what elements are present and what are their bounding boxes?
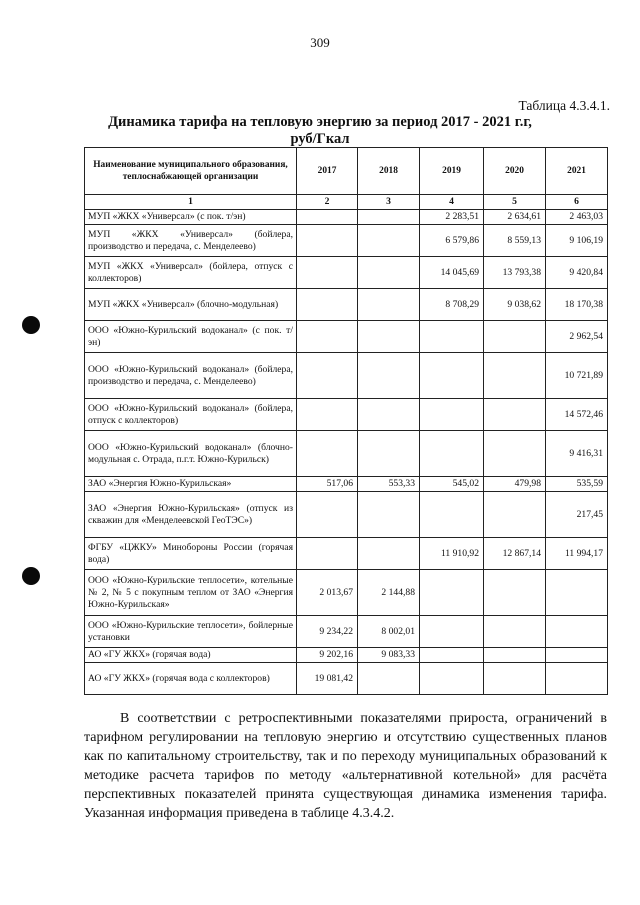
- tariff-2018: [358, 538, 420, 570]
- tariff-table: [84, 147, 608, 695]
- tariff-2017: [297, 399, 358, 431]
- tariff-2019: [420, 353, 484, 399]
- table-row: [85, 289, 608, 321]
- organization-name: ООО «Южно-Курильский водоканал» (с пок. т/эн): [85, 321, 297, 353]
- tariff-2020: 9 038,62: [484, 289, 546, 321]
- tariff-2021: 11 994,17: [546, 538, 608, 570]
- tariff-2019: 14 045,69: [420, 257, 484, 289]
- tariff-2021: 10 721,89: [546, 353, 608, 399]
- table-title: Динамика тарифа на тепловую энергию за период 2017 - 2021 г.г, руб/Гкал: [108, 114, 532, 147]
- tariff-2021: [546, 663, 608, 695]
- tariff-2021: 14 572,46: [546, 399, 608, 431]
- tariff-2018: [358, 321, 420, 353]
- tariff-2020: 479,98: [484, 477, 546, 492]
- tariff-2017: [297, 538, 358, 570]
- tariff-2019: 545,02: [420, 477, 484, 492]
- tariff-2019: 8 708,29: [420, 289, 484, 321]
- tariff-2017: [297, 431, 358, 477]
- column-number: 3: [358, 195, 420, 210]
- tariff-2017: [297, 257, 358, 289]
- header-2020: 2020: [484, 148, 546, 195]
- tariff-2019: [420, 648, 484, 663]
- tariff-2018: [358, 492, 420, 538]
- header-2018: 2018: [358, 148, 420, 195]
- tariff-2020: [484, 321, 546, 353]
- tariff-2018: 8 002,01: [358, 616, 420, 648]
- table-row: [85, 616, 608, 648]
- tariff-2018: [358, 257, 420, 289]
- tariff-2020: [484, 353, 546, 399]
- tariff-2017: [297, 492, 358, 538]
- tariff-2020: 8 559,13: [484, 225, 546, 257]
- tariff-2019: [420, 399, 484, 431]
- organization-name: МУП «ЖКХ «Универсал» (бойлера, производство и передача, с. Менделеево): [85, 225, 297, 257]
- tariff-2018: [358, 399, 420, 431]
- organization-name: ООО «Южно-Курильский водоканал» (блочно-модульная с. Отрада, п.г.т. Южно-Курильск): [85, 431, 297, 477]
- organization-name: ООО «Южно-Курильский водоканал» (бойлера, отпуск с коллекторов): [85, 399, 297, 431]
- tariff-2017: [297, 225, 358, 257]
- table-row: [85, 225, 608, 257]
- tariff-2020: 13 793,38: [484, 257, 546, 289]
- table-row: [85, 570, 608, 616]
- table-row: [85, 431, 608, 477]
- tariff-2017: 517,06: [297, 477, 358, 492]
- organization-name: ФГБУ «ЦЖКУ» Минобороны России (горячая вода): [85, 538, 297, 570]
- table-row: [85, 538, 608, 570]
- tariff-2020: [484, 399, 546, 431]
- tariff-2017: 9 234,22: [297, 616, 358, 648]
- organization-name: МУП «ЖКХ «Универсал» (бойлера, отпуск с коллекторов): [85, 257, 297, 289]
- table-row: [85, 492, 608, 538]
- tariff-2020: 2 634,61: [484, 210, 546, 225]
- tariff-2019: [420, 616, 484, 648]
- column-number: 5: [484, 195, 546, 210]
- organization-name: ООО «Южно-Курильские теплосети», бойлерные установки: [85, 616, 297, 648]
- tariff-2021: 9 416,31: [546, 431, 608, 477]
- header-organization: Наименование муниципального образования, теплоснабжающей организации: [85, 148, 297, 195]
- tariff-2020: [484, 648, 546, 663]
- organization-name: ООО «Южно-Курильские теплосети», котельные № 2, № 5 с покупным теплом от ЗАО «Энергия Южно-Курильская»: [85, 570, 297, 616]
- tariff-2021: [546, 616, 608, 648]
- header-2019: 2019: [420, 148, 484, 195]
- tariff-2018: [358, 663, 420, 695]
- tariff-2017: 19 081,42: [297, 663, 358, 695]
- tariff-2021: 2 463,03: [546, 210, 608, 225]
- tariff-2019: 11 910,92: [420, 538, 484, 570]
- tariff-2017: [297, 289, 358, 321]
- header-2017: 2017: [297, 148, 358, 195]
- tariff-2018: [358, 353, 420, 399]
- column-number: 2: [297, 195, 358, 210]
- organization-name: ООО «Южно-Курильский водоканал» (бойлера, производство и передача, с. Менделеево): [85, 353, 297, 399]
- tariff-2018: [358, 225, 420, 257]
- tariff-2017: 9 202,16: [297, 648, 358, 663]
- tariff-2018: 553,33: [358, 477, 420, 492]
- table-header-row: [85, 148, 608, 195]
- tariff-2019: 6 579,86: [420, 225, 484, 257]
- tariff-2021: 2 962,54: [546, 321, 608, 353]
- organization-name: МУП «ЖКХ «Универсал» (блочно-модульная): [85, 289, 297, 321]
- tariff-2020: 12 867,14: [484, 538, 546, 570]
- table-row: [85, 663, 608, 695]
- tariff-2021: 18 170,38: [546, 289, 608, 321]
- tariff-2018: 2 144,88: [358, 570, 420, 616]
- punch-hole-icon: [22, 567, 40, 585]
- column-number: 6: [546, 195, 608, 210]
- tariff-2020: [484, 616, 546, 648]
- column-number: 4: [420, 195, 484, 210]
- table-row: [85, 257, 608, 289]
- tariff-2020: [484, 431, 546, 477]
- table-row: [85, 399, 608, 431]
- table-row: [85, 648, 608, 663]
- tariff-2017: [297, 321, 358, 353]
- tariff-2017: [297, 353, 358, 399]
- organization-name: АО «ГУ ЖКХ» (горячая вода): [85, 648, 297, 663]
- tariff-2021: 535,59: [546, 477, 608, 492]
- tariff-2018: 9 083,33: [358, 648, 420, 663]
- punch-hole-icon: [22, 316, 40, 334]
- table-row: [85, 353, 608, 399]
- tariff-2019: [420, 492, 484, 538]
- column-number: 1: [85, 195, 297, 210]
- header-2021: 2021: [546, 148, 608, 195]
- tariff-2019: [420, 321, 484, 353]
- tariff-2021: 217,45: [546, 492, 608, 538]
- tariff-2019: 2 283,51: [420, 210, 484, 225]
- organization-name: МУП «ЖКХ «Универсал» (с пок. т/эн): [85, 210, 297, 225]
- tariff-2019: [420, 663, 484, 695]
- tariff-2020: [484, 492, 546, 538]
- tariff-2021: 9 106,19: [546, 225, 608, 257]
- page-number: 309: [310, 35, 330, 50]
- organization-name: ЗАО «Энергия Южно-Курильская» (отпуск из скважин для «Менделеевской ГеоТЭС»): [85, 492, 297, 538]
- organization-name: ЗАО «Энергия Южно-Курильская»: [85, 477, 297, 492]
- table-reference: Таблица 4.3.4.1.: [518, 98, 610, 113]
- tariff-2018: [358, 289, 420, 321]
- organization-name: АО «ГУ ЖКХ» (горячая вода с коллекторов): [85, 663, 297, 695]
- tariff-2020: [484, 570, 546, 616]
- tariff-2018: [358, 210, 420, 225]
- tariff-2020: [484, 663, 546, 695]
- tariff-2021: [546, 570, 608, 616]
- table-row: [85, 210, 608, 225]
- tariff-2019: [420, 431, 484, 477]
- tariff-2017: 2 013,67: [297, 570, 358, 616]
- tariff-2018: [358, 431, 420, 477]
- tariff-2021: [546, 648, 608, 663]
- table-row: [85, 321, 608, 353]
- body-paragraph: В соответствии с ретроспективными показателями прироста, ограничений в тарифном регулировании на тепловую энергию и отсутствию существенных планов как по капитальному строительству, так и по переходу муниципальных образований к методике расчета тарифов по методу «альтернативной котельной» для расчёта перспективных показателей принята существующая динамика изменения тарифа. Указанная информация приведена в таблице 4.3.4.2.: [84, 711, 607, 821]
- tariff-2017: [297, 210, 358, 225]
- tariff-2019: [420, 570, 484, 616]
- column-number-row: [85, 195, 608, 210]
- tariff-2021: 9 420,84: [546, 257, 608, 289]
- table-row: [85, 477, 608, 492]
